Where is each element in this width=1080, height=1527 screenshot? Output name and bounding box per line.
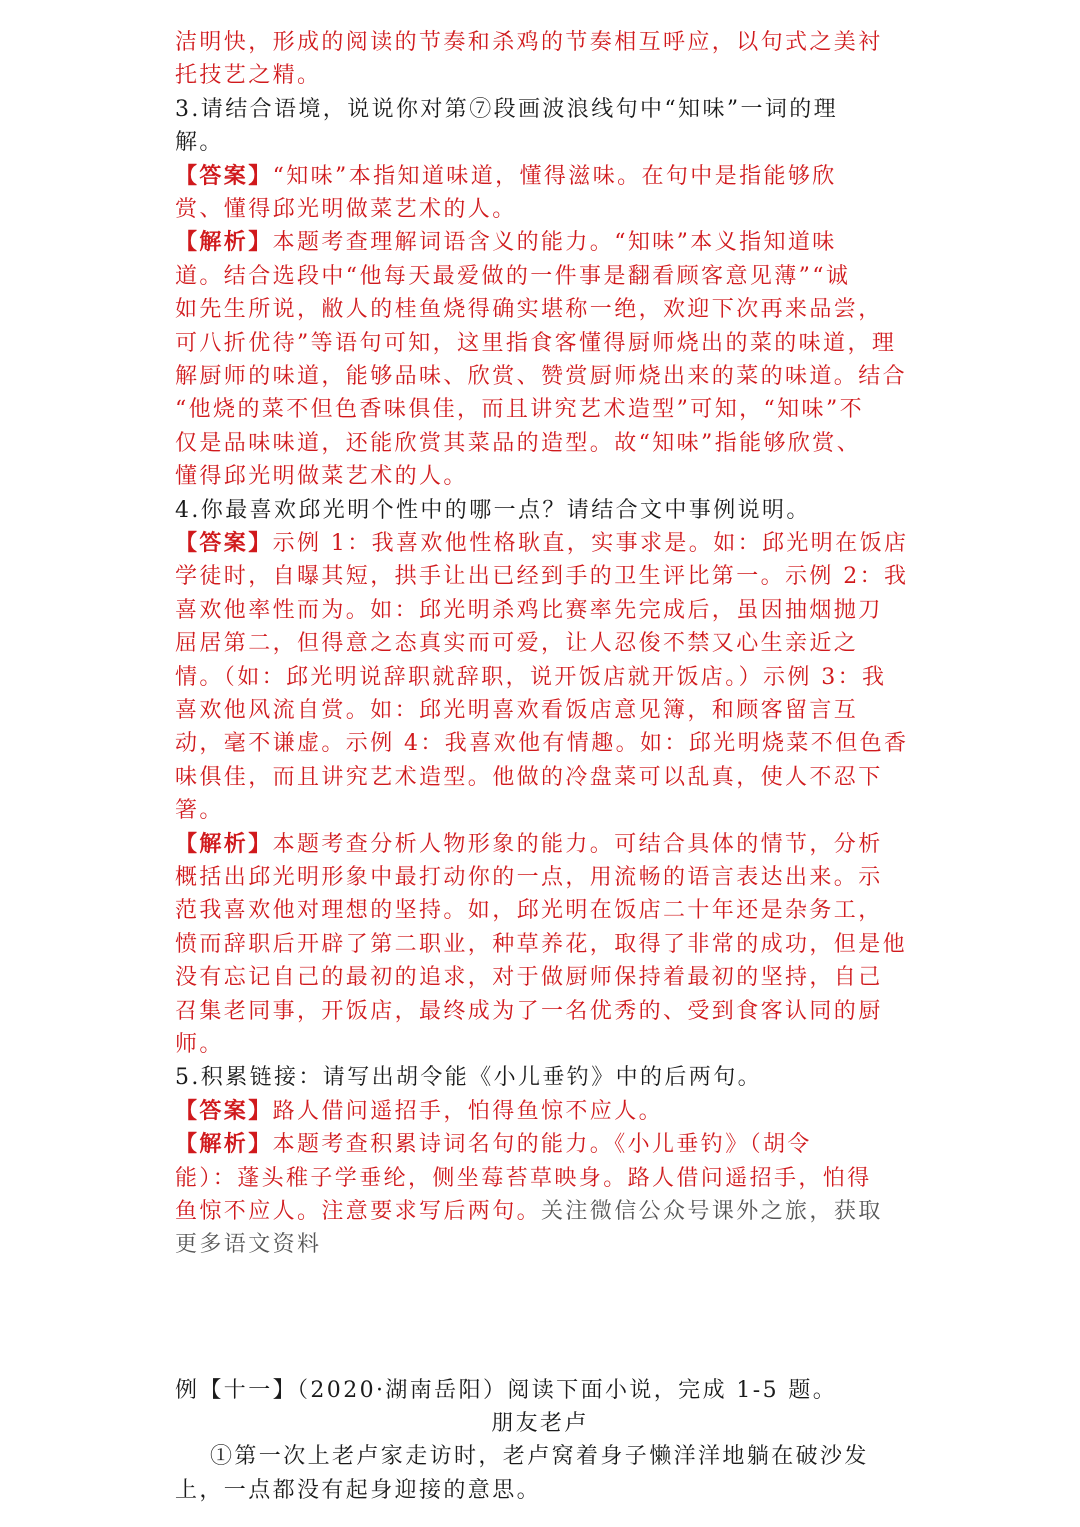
text-line — [175, 894, 883, 927]
line-text: 托技艺之精。 — [175, 63, 322, 89]
line-text: 更多语文资料 — [175, 1232, 322, 1258]
line-text: 喜欢他率性而为。如：邱光明杀鸡比赛率先完成后，虽因抽烟抛刀 — [175, 597, 883, 623]
example-heading: 例【十一】（2020·湖南岳阳）阅读下面小说，完成 1-5 题。 — [175, 1378, 838, 1403]
story-paragraph-line: 上，一点都没有起身迎接的意思。 — [175, 1478, 542, 1503]
line-text: 召集老同事，开饭店，最终成为了一名优秀的、受到食客认同的厨 — [175, 998, 883, 1024]
text-line — [175, 160, 837, 193]
line-text: “知味”本指知道味道，懂得滋味。在句中是指能够欣 — [272, 163, 837, 189]
text-line — [175, 93, 838, 126]
line-text: 箸。 — [175, 798, 224, 824]
line-text: 愤而辞职后开辟了第二职业，种草养花，取得了非常的成功，但是他 — [175, 931, 908, 957]
text-line — [175, 961, 883, 994]
line-text: 情。（如：邱光明说辞职就辞职，说开饭店就开饭店。）示例 3：我 — [175, 664, 887, 690]
text-line — [175, 460, 468, 493]
line-text: 赏、懂得邱光明做菜艺术的人。 — [175, 197, 517, 222]
text-line — [175, 594, 883, 627]
promo-text: 关注微信公众号课外之旅，获取 — [541, 1199, 883, 1224]
text-line — [175, 627, 858, 660]
line-text: 如先生所说，敝人的桂鱼烧得确实堪称一绝，欢迎下次再来品尝， — [175, 297, 883, 323]
line-text: 示例 1：我喜欢他性格耿直，实事求是。如：邱光明在饭店 — [272, 531, 909, 556]
text-line — [175, 193, 517, 226]
text-line — [175, 26, 883, 59]
label-tag: 【解析】 — [175, 830, 273, 857]
text-line — [175, 327, 896, 360]
line-text: 学徒时，自曝其短，拱手让出已经到手的卫生评比第一。示例 2：我 — [175, 564, 909, 590]
line-text: “他烧的菜不但色香味俱佳，而且讲究艺术造型”可知，“知味”不 — [175, 397, 864, 423]
text-line — [175, 1128, 812, 1161]
text-line — [175, 794, 224, 827]
text-line — [175, 1162, 872, 1195]
text-line — [175, 360, 907, 393]
line-text: 4.你最喜欢邱光明个性中的哪一点？请结合文中事例说明。 — [175, 497, 811, 523]
label-tag: 【答案】 — [175, 162, 273, 189]
text-line — [175, 1095, 663, 1128]
text-line — [175, 293, 883, 326]
story-title: 朋友老卢 — [491, 1411, 589, 1436]
text-line — [175, 828, 883, 861]
label-tag: 【解析】 — [175, 1131, 273, 1158]
line-text: 动，毫不谦虚。示例 4：我喜欢他有情趣。如：邱光明烧菜不但色香 — [175, 731, 909, 757]
label-tag: 【解析】 — [175, 229, 273, 256]
text-line — [175, 928, 907, 961]
text-line — [175, 861, 883, 894]
text-line — [175, 393, 864, 426]
line-text: 概括出邱光明形象中最打动你的一点，用流畅的语言表达出来。示 — [175, 865, 883, 890]
line-text: 解。 — [175, 130, 224, 156]
line-text: 本题考查分析人物形象的能力。可结合具体的情节，分析 — [272, 831, 883, 857]
line-text: 可八折优待”等语句可知，这里指食客懂得厨师烧出的菜的味道，理 — [175, 330, 897, 356]
line-text: 味俱佳，而且讲究艺术造型。他做的冷盘菜可以乱真，使人不忍下 — [175, 764, 883, 790]
label-tag: 【答案】 — [175, 530, 273, 556]
text-line — [175, 1028, 224, 1061]
text-line — [175, 1228, 321, 1261]
line-text: 解厨师的味道，能够品味、欣赏、赞赏厨师烧出来的菜的味道。结合 — [175, 364, 908, 389]
text-line — [175, 427, 861, 460]
text-line — [175, 260, 850, 293]
line-text: 师。 — [175, 1032, 224, 1057]
label-tag: 【答案】 — [175, 1097, 273, 1124]
text-line — [175, 560, 908, 593]
line-text: 3.请结合语境，说说你对第⑦段画波浪线句中“知味”一词的理 — [175, 96, 839, 122]
line-text: 5.积累链接：请写出胡令能《小儿垂钓》中的后两句。 — [175, 1065, 762, 1091]
text-line — [175, 995, 883, 1028]
text-line — [175, 126, 224, 159]
text-line — [175, 1195, 883, 1228]
line-text: 范我喜欢他对理想的坚持。如，邱光明在饭店二十年还是杂务工， — [175, 898, 883, 924]
line-text: 路人借问遥招手，怕得鱼惊不应人。 — [272, 1098, 664, 1124]
line-text: 懂得邱光明做菜艺术的人。 — [175, 464, 468, 490]
line-text: 本题考查理解词语含义的能力。“知味”本义指知道味 — [272, 230, 837, 256]
text-line — [175, 727, 908, 760]
text-line — [175, 694, 858, 727]
text-line — [175, 527, 908, 560]
line-text: 屈居第二，但得意之态真实而可爱，让人忍俊不禁又心生亲近之 — [175, 631, 859, 657]
text-line — [175, 494, 811, 527]
text-line — [175, 761, 883, 794]
story-paragraph-line: ①第一次上老卢家走访时，老卢窝着身子懒洋洋地躺在破沙发 — [210, 1444, 869, 1469]
text-line — [175, 59, 321, 92]
text-line — [175, 226, 837, 259]
line-text: 鱼惊不应人。注意要求写后两句。 — [175, 1199, 542, 1224]
line-text: 喜欢他风流自赏。如：邱光明喜欢看饭店意见簿，和顾客留言互 — [175, 698, 859, 723]
line-text: 仅是品味味道，还能欣赏其菜品的造型。故“知味”指能够欣赏、 — [175, 430, 862, 456]
line-text: 能）：蓬头稚子学垂纶，侧坐莓苔草映身。路人借问遥招手，怕得 — [175, 1165, 872, 1191]
line-text: 本题考查积累诗词名句的能力。《小儿垂钓》（胡令 — [272, 1132, 812, 1158]
line-text: 道。结合选段中“他每天最爱做的一件事是翻看顾客意见薄”“诚 — [175, 263, 851, 289]
text-line — [175, 1061, 762, 1094]
line-text: 洁明快，形成的阅读的节奏和杀鸡的节奏相互呼应，以句式之美衬 — [175, 30, 883, 55]
text-line — [175, 661, 886, 694]
line-text: 没有忘记自己的最初的追求，对于做厨师保持着最初的坚持，自己 — [175, 965, 883, 991]
